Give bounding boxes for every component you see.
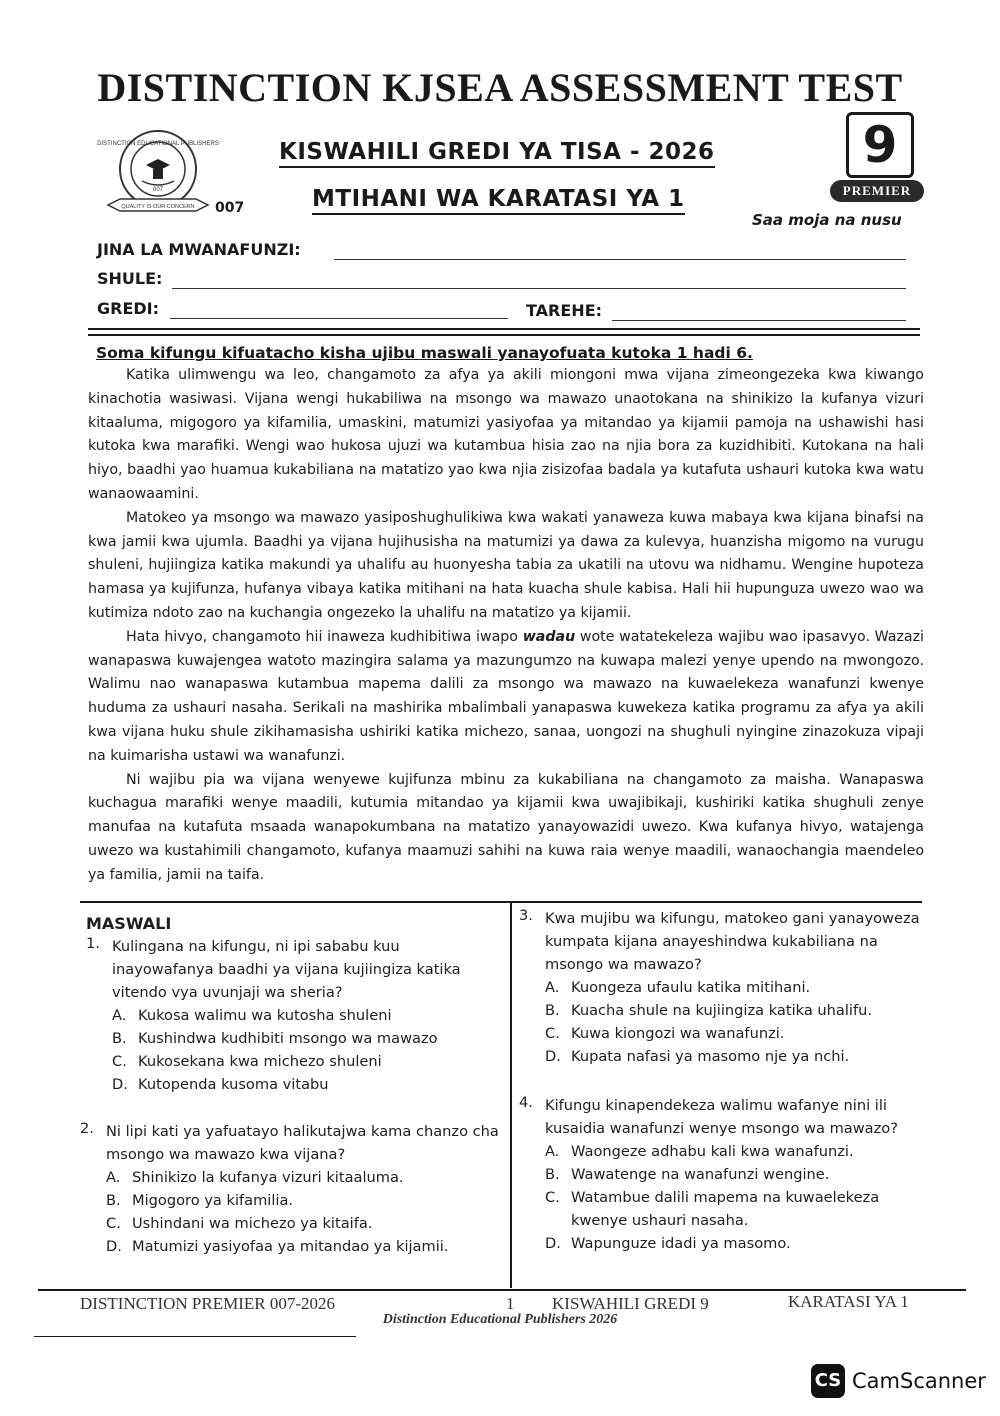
option-text: Waongeze adhabu kali kwa wanafunzi. [571, 1143, 854, 1160]
date-field[interactable] [612, 320, 906, 321]
answer-option[interactable] [545, 999, 927, 1022]
option-letter: A. [545, 979, 560, 996]
passage-emphasis-wadau: wadau [522, 628, 576, 645]
grade-field[interactable] [170, 318, 508, 319]
footer-paper: KARATASI YA 1 [788, 1292, 909, 1311]
student-name-label: JINA LA MWANAFUNZI: [97, 240, 301, 259]
question-stem: Kifungu kinapendekeza walimu wafanye nini ili kusaidia wanafunzi wenye msongo wa mawazo? [545, 1097, 898, 1137]
footer-series: DISTINCTION PREMIER 007-2026 [80, 1294, 335, 1313]
reading-passage [88, 364, 924, 888]
option-text: Kushindwa kudhibiti msongo wa mawazo [138, 1030, 438, 1047]
question-stem: Ni lipi kati ya yafuatayo halikutajwa kama chanzo cha msongo wa mawazo kwa vijana? [106, 1123, 499, 1163]
passage-paragraph-2: Matokeo ya msongo wa mawazo yasiposhughulikiwa kwa wakati yanaweza kuwa mabaya kwa kijana binafsi na kwa jamii kwa ujumla. Baadhi ya vijana hujihusisha na matumizi ya dawa za kulevya, huanzisha migomo na vurugu shuleni, hujiingiza katika makundi ya uhalifu au huonyesha tabia za ukatili na utovu wa nidhamu. Wengine hupoteza hamasa ya kujifunza, hufanya vibaya katika mitihani na hata kuacha shule kabisa. Hali hii hupunguza uwezo wao wa kutimiza ndoto zao na kuchangia ongezeko la uhalifu na matatizo ya kijamii. [88, 509, 924, 621]
answer-option[interactable] [545, 1163, 927, 1186]
question-number: 1. [86, 935, 100, 952]
page-number: 1 [506, 1294, 515, 1313]
grade-number-badge: 9 [846, 112, 914, 178]
paper-subtitle: MTIHANI WA KARATASI YA 1 [312, 186, 685, 215]
question-3 [519, 907, 927, 1068]
grade-label: GREDI: [97, 299, 160, 318]
premier-badge: PREMIER [830, 180, 924, 202]
student-name-field[interactable] [334, 259, 906, 260]
option-letter: A. [545, 1143, 560, 1160]
footer-underline [34, 1336, 356, 1337]
column-divider [510, 903, 512, 1288]
logo-banner-text: QUALITY IS OUR CONCERN [121, 204, 195, 210]
footer-subject: KISWAHILI GREDI 9 [552, 1294, 709, 1313]
option-text: Wawatenge na wanafunzi wengine. [571, 1166, 830, 1183]
option-letter: D. [545, 1048, 561, 1065]
answer-option[interactable] [545, 1022, 927, 1045]
passage-divider [80, 901, 922, 903]
header-divider [88, 328, 920, 330]
question-4 [519, 1094, 927, 1255]
footer-divider [38, 1289, 966, 1291]
answer-option[interactable] [545, 1045, 927, 1068]
option-letter: C. [545, 1025, 560, 1042]
page-title: DISTINCTION KJSEA ASSESSMENT TEST [97, 65, 903, 110]
option-text: Kutopenda kusoma vitabu [138, 1076, 329, 1093]
option-text: Migogoro ya kifamilia. [132, 1192, 294, 1209]
answer-option[interactable] [545, 1140, 927, 1163]
option-letter: B. [545, 1166, 560, 1183]
passage-p3-end: wote watatekeleza wajibu wao ipasavyo. Wazazi wanapaswa kuwajengea watoto mazingira salama ya mazungumzo na kuwapa malezi yenye upendo na mwongozo. Walimu nao wanapaswa kutambua mapema dalili za msongo wa mawazo na kuwaelekeza wanafunzi kwenye huduma za ushauri nasaha. Serikali na mashirika mbalimbali yanapaswa kuwekeza katika programu za afya ya akili kwa vijana huku shule zikihamasisha ushiriki katika michezo, sanaa, uongozi na shughuli nyingine zinazokuza vipaji na kuimarisha ustawi wa wanafunzi. [88, 628, 924, 764]
logo-code: 007 [215, 200, 245, 216]
option-text: Kuwa kiongozi wa wanafunzi. [571, 1025, 785, 1042]
questions-right-column [519, 907, 927, 1255]
question-2 [80, 1120, 500, 1258]
option-letter: D. [545, 1235, 561, 1252]
option-letter: C. [106, 1215, 121, 1232]
questions-heading: MASWALI [86, 914, 172, 933]
option-letter: A. [112, 1007, 127, 1024]
answer-option[interactable] [106, 1166, 500, 1189]
passage-paragraph-3 [88, 626, 924, 769]
answer-option[interactable] [112, 1004, 500, 1027]
passage-p3-start: Hata hivyo, changamoto hii inaweza kudhibitiwa iwapo [126, 628, 523, 645]
option-text: Kuacha shule na kujiingiza katika uhalifu. [571, 1002, 872, 1019]
option-letter: B. [106, 1192, 121, 1209]
publisher-logo [97, 125, 219, 229]
option-letter: C. [112, 1053, 127, 1070]
answer-option[interactable] [106, 1235, 500, 1258]
option-letter: B. [545, 1002, 560, 1019]
answer-option[interactable] [545, 976, 927, 999]
option-letter: D. [106, 1238, 122, 1255]
question-1 [86, 935, 500, 1096]
camscanner-label: CamScanner [852, 1369, 986, 1393]
answer-option[interactable] [545, 1232, 927, 1255]
option-text: Kukosa walimu wa kutosha shuleni [138, 1007, 392, 1024]
school-label: SHULE: [97, 269, 163, 288]
option-text: Ushindani wa michezo ya kitaifa. [132, 1215, 373, 1232]
question-stem: Kulingana na kifungu, ni ipi sababu kuu inayowafanya baadhi ya vijana kujiingiza katika vitendo vya uvunjaji wa sheria? [112, 938, 461, 1001]
answer-option[interactable] [545, 1186, 927, 1232]
question-stem: Kwa mujibu wa kifungu, matokeo gani yanayoweza kumpata kijana anayeshindwa kukabiliana na msongo wa mawazo? [545, 910, 920, 973]
option-text: Matumizi yasiyofaa ya mitandao ya kijamii. [132, 1238, 449, 1255]
option-text: Kupata nafasi ya masomo nje ya nchi. [571, 1048, 850, 1065]
answer-option[interactable] [106, 1189, 500, 1212]
option-letter: A. [106, 1169, 121, 1186]
questions-left-column [80, 913, 500, 1258]
answer-option[interactable] [112, 1050, 500, 1073]
instructions: Soma kifungu kifuatacho kisha ujibu maswali yanayofuata kutoka 1 hadi 6. [96, 344, 753, 362]
date-label: TAREHE: [526, 301, 603, 320]
option-letter: B. [112, 1030, 127, 1047]
school-field[interactable] [172, 288, 906, 289]
option-letter: C. [545, 1189, 560, 1206]
camscanner-logo-icon: CS [811, 1364, 845, 1398]
option-text: Watambue dalili mapema na kuwaelekeza kwenye ushauri nasaha. [571, 1189, 880, 1229]
question-number: 3. [519, 907, 533, 924]
passage-paragraph-1: Katika ulimwengu wa leo, changamoto za afya ya akili miongoni mwa vijana zimeongezeka kwa kiwango kinachotia wasiwasi. Vijana wengi hukabiliwa na msongo wa mawazo unaotokana na shinikizo la kufanya vizuri kitaaluma, migogoro ya kifamilia, umaskini, matumizi yasiyofaa ya mitandao ya kijamii pamoja na ushawishi hasi kutoka kwa marafiki. Wengi wao hukosa ujuzi wa kutambua hisia zao na njia bora za kuzidhibiti. Kutokana na hali hiyo, baadhi yao huamua kukabiliana na matatizo yao kwa njia zisizofaa badala ya kutafuta ushauri kutoka kwa watu wanaowaamini. [88, 367, 924, 502]
header-divider-thin [88, 334, 920, 336]
logo-small-code: 007 [152, 187, 164, 193]
option-text: Kukosekana kwa michezo shuleni [138, 1053, 382, 1070]
answer-option[interactable] [112, 1073, 500, 1096]
question-number: 4. [519, 1094, 533, 1111]
exam-duration: Saa moja na nusu [752, 211, 902, 229]
logo-ring-text: DISTINCTION EDUCATIONAL PUBLISHERS [97, 141, 219, 147]
answer-option[interactable] [106, 1212, 500, 1235]
option-text: Shinikizo la kufanya vizuri kitaaluma. [132, 1169, 404, 1186]
answer-option[interactable] [112, 1027, 500, 1050]
passage-paragraph-4: Ni wajibu pia wa vijana wenyewe kujifunza mbinu za kukabiliana na changamoto za maisha. Wanapaswa kuchagua marafiki wenye maadili, kutumia mitandao ya kijamii kwa uwajibikaji, kushiriki katika shughuli zenye manufaa na kutafuta msaada wanapokumbana na matatizo yanayowazidi uwezo. Kwa kufanya hivyo, watajenga uwezo wa kustahimili changamoto, kufanya maamuzi sahihi na kuwa raia wenye maadili, wanaochangia maendeleo ya familia, jamii na taifa. [88, 771, 924, 883]
question-number: 2. [80, 1120, 94, 1137]
publisher-name: Distinction Educational Publishers 2026 [382, 1312, 618, 1327]
option-text: Kuongeza ufaulu katika mitihani. [571, 979, 811, 996]
option-text: Wapunguze idadi ya masomo. [571, 1235, 791, 1252]
option-letter: D. [112, 1076, 128, 1093]
exam-subtitle: KISWAHILI GREDI YA TISA - 2026 [279, 139, 715, 168]
